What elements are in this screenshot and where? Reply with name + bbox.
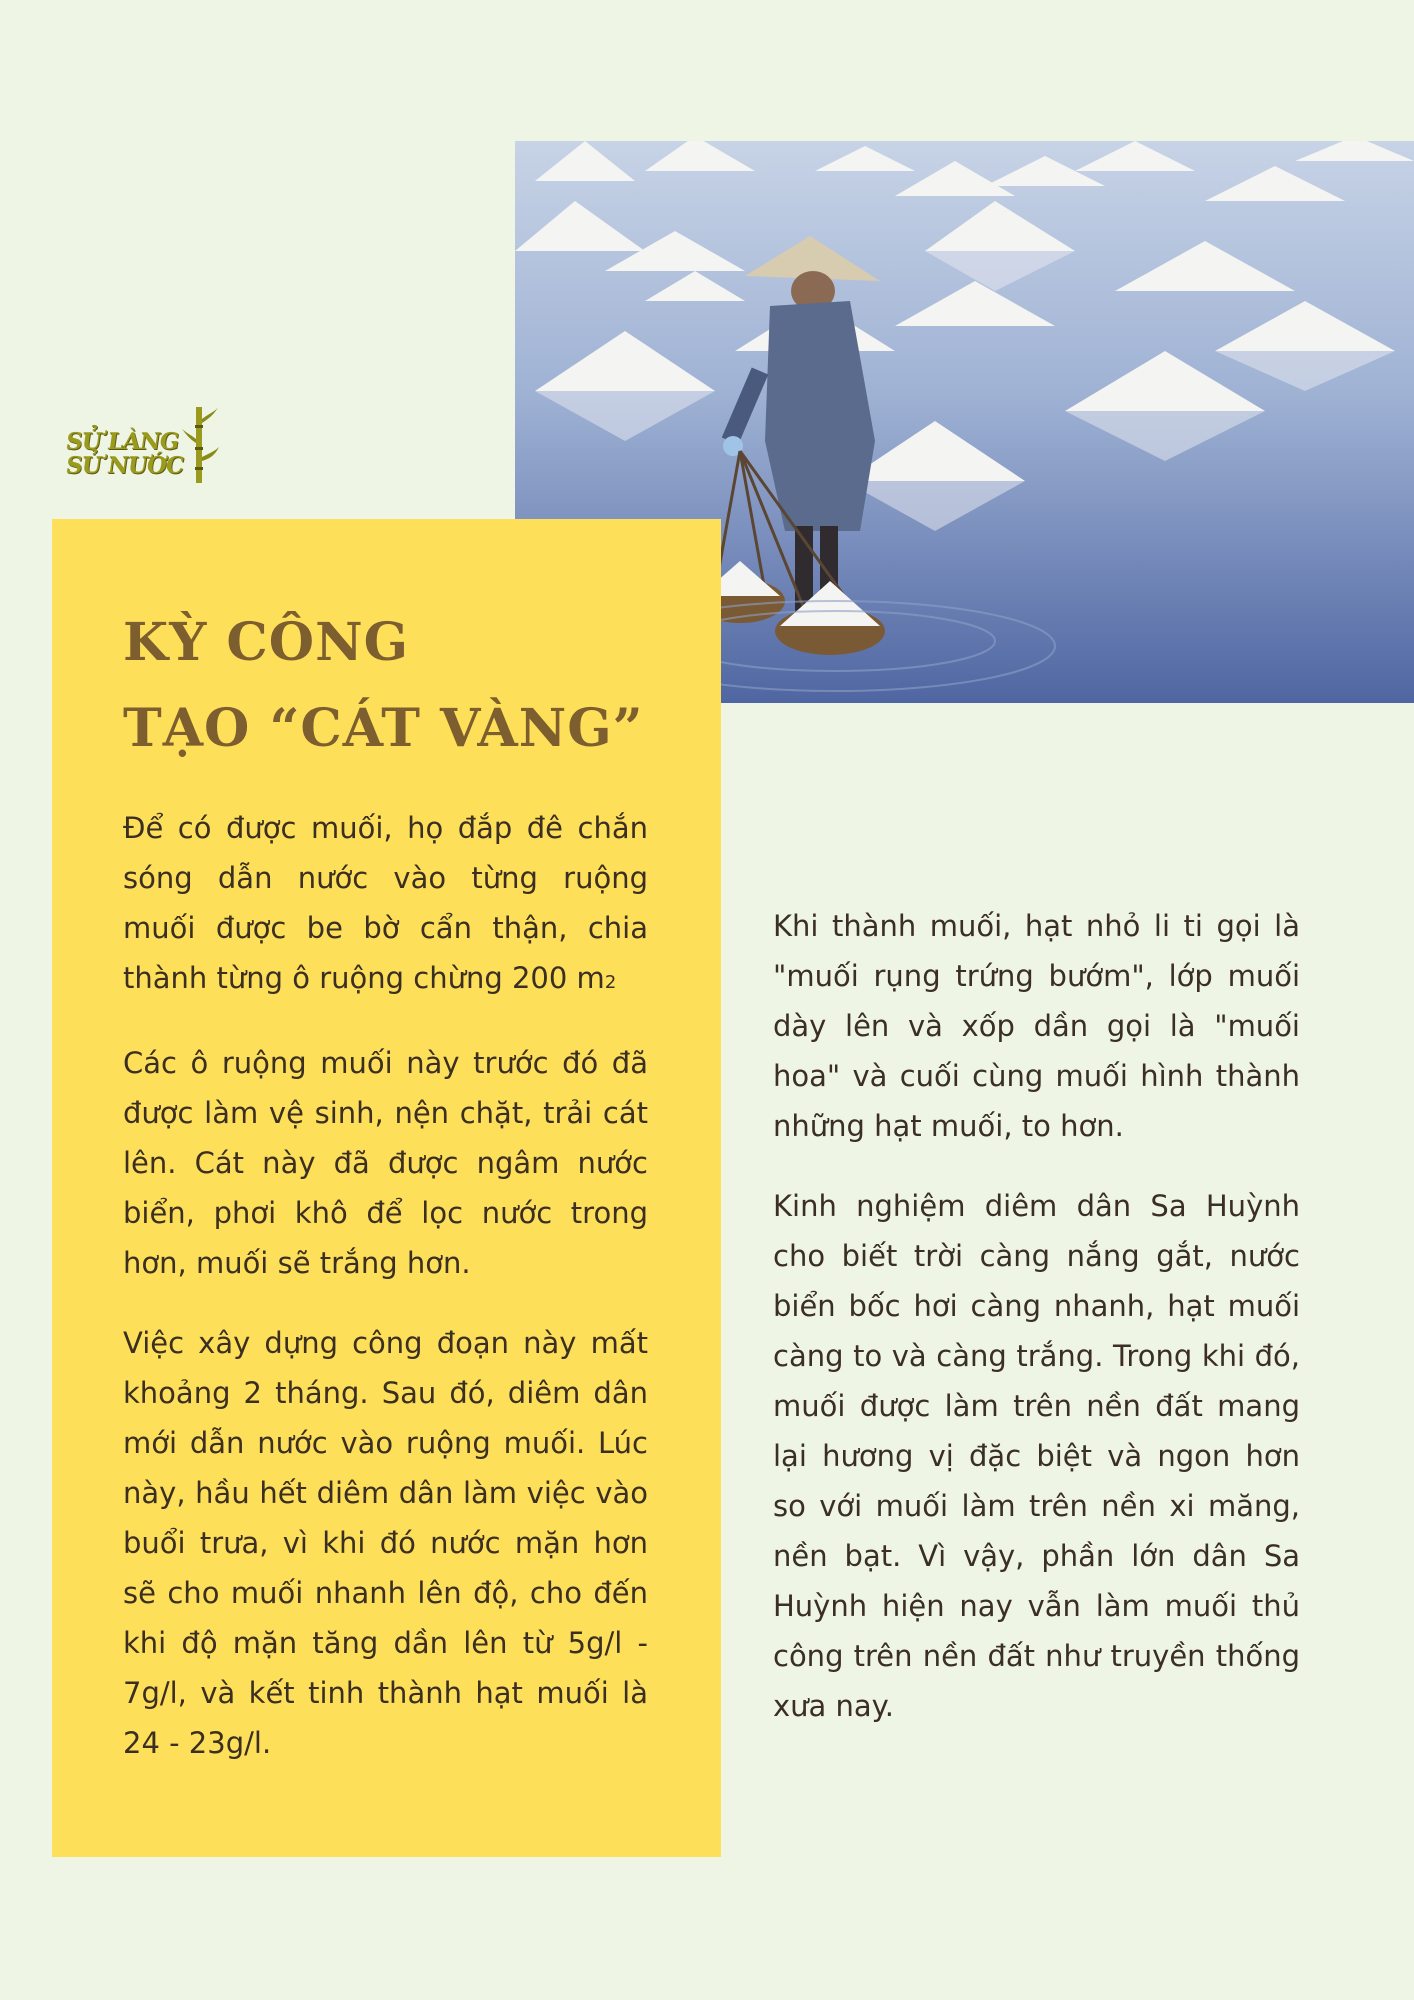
paragraph: Kinh nghiệm diêm dân Sa Huỳnh cho biết trời càng nắng gắt, nước biển bốc hơi càng nhanh, hạt muối càng to và càng trắng. Trong khi đó, muối được làm trên nền đất mang lại hương vị đặc biệt và ngon hơn so với muối làm trên nền xi măng, nền bạt. Vì vậy, phần lớn dân Sa Huỳnh hiện nay vẫn làm muối thủ công trên nền đất như truyền thống xưa nay. [773,1189,1300,1723]
paragraph: Các ô ruộng muối này trước đó đã được làm vệ sinh, nện chặt, trải cát lên. Cát này đã được ngâm nước biển, phơi khô để lọc nước trong hơn, muối sẽ trắng hơn. [123,1046,648,1280]
paragraph-text: Để có được muối, họ đắp đê chắn sóng dẫn nước vào từng ruộng muối được be bờ cẩn thận, chia thành từng ô ruộng chừng 200 m [123,811,648,995]
right-column [773,901,1300,1761]
logo-line-1: SỬ LÀNG [64,428,181,455]
title-line-2: TẠO “CÁT VÀNG” [123,698,644,759]
title-line-1: KỲ CÔNG [123,612,410,673]
area-unit-superscript: 2 [604,972,617,993]
paragraph: Việc xây dựng công đoạn này mất khoảng 2 tháng. Sau đó, diêm dân mới dẫn nước vào ruộng muối. Lúc này, hầu hết diêm dân làm việc vào buổi trưa, vì khi đó nước mặn hơn sẽ cho muối nhanh lên độ, cho đến khi độ mặn tăng dần lên từ 5g/l - 7g/l, và kết tinh thành hạt muối là 24 - 23g/l. [123,1326,648,1760]
paragraph [123,803,648,1008]
paragraph: Khi thành muối, hạt nhỏ li ti gọi là "muối rụng trứng bướm", lớp muối dày lên và xốp dần gọi là "muối hoa" và cuối cùng muối hình thành những hạt muối, to hơn. [773,909,1300,1143]
logo-line-2: SỬ NƯỚC [64,452,186,479]
bamboo-icon [180,405,220,485]
logo [60,405,220,485]
page-title [123,600,644,772]
left-column [123,803,648,1798]
